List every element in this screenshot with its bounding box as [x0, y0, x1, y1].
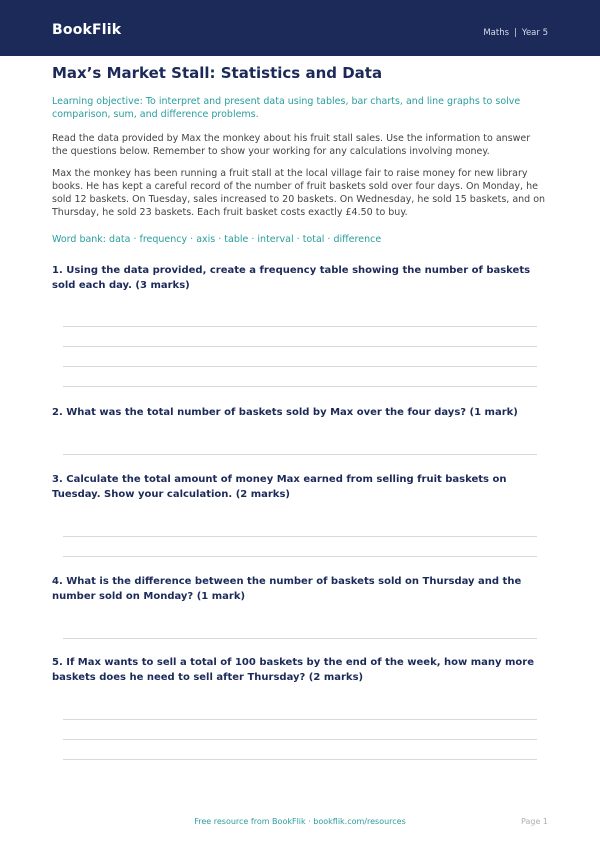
question-3: 3. Calculate the total amount of money Max earned from selling fruit baskets on Tuesday. Show your calculation. (2 marks) — [52, 474, 507, 500]
word-bank: Word bank: data · frequency · axis · table · interval · total · difference — [52, 234, 382, 245]
answer-line[interactable] — [63, 638, 537, 639]
answer-line[interactable] — [63, 719, 537, 720]
question-2: 2. What was the total number of baskets sold by Max over the four days? (1 mark) — [52, 407, 518, 418]
question-5: 5. If Max wants to sell a total of 100 baskets by the end of the week, how many more baskets does he need to sell after Thursday? (2 marks) — [52, 657, 535, 683]
answer-line[interactable] — [63, 346, 537, 347]
answer-line[interactable] — [63, 759, 537, 760]
answer-line[interactable] — [63, 739, 537, 740]
answer-line[interactable] — [63, 536, 537, 537]
answer-line[interactable] — [63, 366, 537, 367]
answer-line[interactable] — [63, 556, 537, 557]
learning-objective: Learning objective: To interpret and present data using tables, bar charts, and line graphs to solve comparison, sum, and difference problems. — [52, 96, 521, 120]
page-footer: Free resource from BookFlik · bookflik.com/resources — [194, 817, 406, 826]
page-title: Max’s Market Stall: Statistics and Data — [52, 64, 383, 82]
brand-logo: BookFlik — [52, 22, 122, 38]
answer-line[interactable] — [63, 386, 537, 387]
answer-line[interactable] — [63, 454, 537, 455]
year-label: Year 5 — [521, 28, 548, 38]
header-meta — [483, 28, 548, 38]
page-number: Page 1 — [521, 817, 548, 826]
meta-separator: | — [514, 28, 517, 38]
story-paragraph: Max the monkey has been running a fruit stall at the local village fair to raise money for new library books. He has kept a careful record of the number of fruit baskets sold over four days. On Monday, he sold 12 baskets. On Tuesday, sales increased to 20 baskets. On Wednesday, he sold 15 baskets, and on Thursday, he sold 23 baskets. Each fruit basket costs exactly £4.50 to buy. — [52, 168, 546, 218]
intro-paragraph: Read the data provided by Max the monkey about his fruit stall sales. Use the information to answer the questions below. Remember to show your working for any calculations involving money. — [52, 133, 531, 157]
question-4: 4. What is the difference between the number of baskets sold on Thursday and the number sold on Monday? (1 mark) — [52, 576, 522, 602]
subject-label: Maths — [483, 28, 510, 38]
page-header — [0, 0, 600, 56]
answer-line[interactable] — [63, 326, 537, 327]
question-1: 1. Using the data provided, create a frequency table showing the number of baskets sold each day. (3 marks) — [52, 265, 531, 291]
